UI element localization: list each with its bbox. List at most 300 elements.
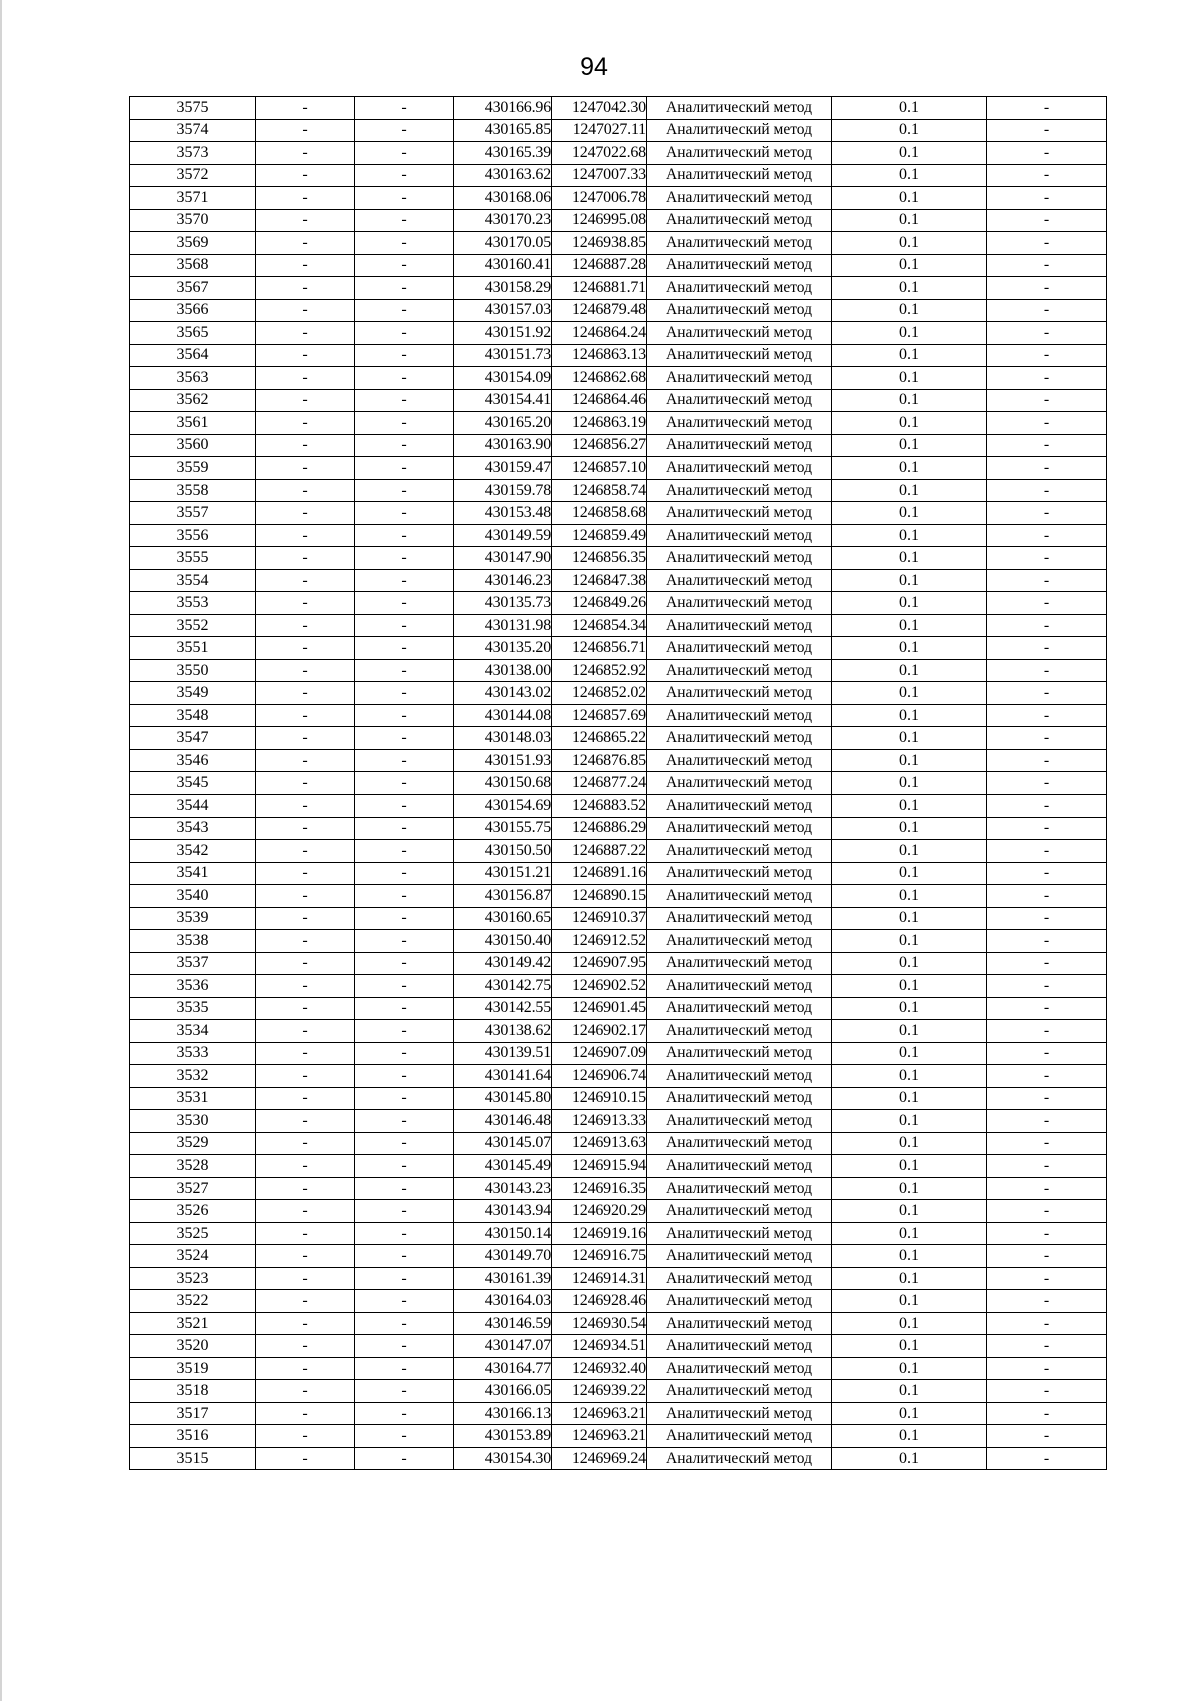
accuracy-cell: 0.1 <box>832 637 987 660</box>
point-number-cell: 3529 <box>130 1132 256 1155</box>
dash-cell: - <box>256 1042 355 1065</box>
accuracy-cell: 0.1 <box>832 1177 987 1200</box>
y-coordinate-cell: 1246876.85 <box>552 749 647 772</box>
dash-cell: - <box>355 997 454 1020</box>
dash-cell: - <box>987 817 1107 840</box>
x-coordinate-cell: 430151.21 <box>454 862 552 885</box>
point-number-cell: 3543 <box>130 817 256 840</box>
x-coordinate-cell: 430139.51 <box>454 1042 552 1065</box>
dash-cell: - <box>256 209 355 232</box>
point-number-cell: 3533 <box>130 1042 256 1065</box>
dash-cell: - <box>987 907 1107 930</box>
x-coordinate-cell: 430165.85 <box>454 119 552 142</box>
dash-cell: - <box>987 704 1107 727</box>
point-number-cell: 3572 <box>130 164 256 187</box>
y-coordinate-cell: 1246865.22 <box>552 727 647 750</box>
table-row <box>130 592 1107 615</box>
dash-cell: - <box>355 659 454 682</box>
dash-cell: - <box>987 862 1107 885</box>
x-coordinate-cell: 430161.39 <box>454 1267 552 1290</box>
x-coordinate-cell: 430149.42 <box>454 952 552 975</box>
y-coordinate-cell: 1246995.08 <box>552 209 647 232</box>
accuracy-cell: 0.1 <box>832 97 987 120</box>
method-cell: Аналитический метод <box>647 930 832 953</box>
dash-cell: - <box>256 367 355 390</box>
point-number-cell: 3544 <box>130 794 256 817</box>
dash-cell: - <box>355 569 454 592</box>
y-coordinate-cell: 1246915.94 <box>552 1155 647 1178</box>
method-cell: Аналитический метод <box>647 614 832 637</box>
dash-cell: - <box>987 1425 1107 1448</box>
dash-cell: - <box>256 232 355 255</box>
dash-cell: - <box>355 232 454 255</box>
dash-cell: - <box>256 794 355 817</box>
accuracy-cell: 0.1 <box>832 930 987 953</box>
dash-cell: - <box>987 367 1107 390</box>
dash-cell: - <box>256 457 355 480</box>
point-number-cell: 3545 <box>130 772 256 795</box>
dash-cell: - <box>987 299 1107 322</box>
point-number-cell: 3534 <box>130 1020 256 1043</box>
y-coordinate-cell: 1246858.68 <box>552 502 647 525</box>
method-cell: Аналитический метод <box>647 840 832 863</box>
dash-cell: - <box>256 97 355 120</box>
method-cell: Аналитический метод <box>647 1335 832 1358</box>
x-coordinate-cell: 430154.41 <box>454 389 552 412</box>
dash-cell: - <box>355 1312 454 1335</box>
table-row <box>130 1267 1107 1290</box>
dash-cell: - <box>355 1290 454 1313</box>
accuracy-cell: 0.1 <box>832 502 987 525</box>
x-coordinate-cell: 430146.59 <box>454 1312 552 1335</box>
dash-cell: - <box>256 1335 355 1358</box>
dash-cell: - <box>256 187 355 210</box>
accuracy-cell: 0.1 <box>832 1380 987 1403</box>
accuracy-cell: 0.1 <box>832 1402 987 1425</box>
method-cell: Аналитический метод <box>647 457 832 480</box>
dash-cell: - <box>256 524 355 547</box>
x-coordinate-cell: 430150.40 <box>454 930 552 953</box>
dash-cell: - <box>256 682 355 705</box>
dash-cell: - <box>987 1402 1107 1425</box>
dash-cell: - <box>355 1110 454 1133</box>
dash-cell: - <box>355 142 454 165</box>
accuracy-cell: 0.1 <box>832 344 987 367</box>
dash-cell: - <box>355 592 454 615</box>
y-coordinate-cell: 1246913.33 <box>552 1110 647 1133</box>
method-cell: Аналитический метод <box>647 389 832 412</box>
y-coordinate-cell: 1247022.68 <box>552 142 647 165</box>
table-row <box>130 1155 1107 1178</box>
dash-cell: - <box>355 1245 454 1268</box>
x-coordinate-cell: 430164.03 <box>454 1290 552 1313</box>
point-number-cell: 3556 <box>130 524 256 547</box>
y-coordinate-cell: 1246916.75 <box>552 1245 647 1268</box>
accuracy-cell: 0.1 <box>832 1357 987 1380</box>
table-row <box>130 1177 1107 1200</box>
dash-cell: - <box>355 209 454 232</box>
method-cell: Аналитический метод <box>647 1042 832 1065</box>
x-coordinate-cell: 430143.23 <box>454 1177 552 1200</box>
table-row <box>130 975 1107 998</box>
accuracy-cell: 0.1 <box>832 885 987 908</box>
dash-cell: - <box>355 1132 454 1155</box>
dash-cell: - <box>256 772 355 795</box>
point-number-cell: 3537 <box>130 952 256 975</box>
method-cell: Аналитический метод <box>647 1200 832 1223</box>
dash-cell: - <box>987 389 1107 412</box>
dash-cell: - <box>355 772 454 795</box>
x-coordinate-cell: 430170.05 <box>454 232 552 255</box>
dash-cell: - <box>256 1425 355 1448</box>
dash-cell: - <box>987 1020 1107 1043</box>
method-cell: Аналитический метод <box>647 412 832 435</box>
accuracy-cell: 0.1 <box>832 1222 987 1245</box>
dash-cell: - <box>355 840 454 863</box>
x-coordinate-cell: 430170.23 <box>454 209 552 232</box>
point-number-cell: 3547 <box>130 727 256 750</box>
method-cell: Аналитический метод <box>647 547 832 570</box>
method-cell: Аналитический метод <box>647 1447 832 1470</box>
x-coordinate-cell: 430151.93 <box>454 749 552 772</box>
dash-cell: - <box>987 164 1107 187</box>
point-number-cell: 3536 <box>130 975 256 998</box>
x-coordinate-cell: 430163.90 <box>454 434 552 457</box>
table-row <box>130 187 1107 210</box>
point-number-cell: 3531 <box>130 1087 256 1110</box>
y-coordinate-cell: 1246887.28 <box>552 254 647 277</box>
dash-cell: - <box>355 1065 454 1088</box>
dash-cell: - <box>256 322 355 345</box>
point-number-cell: 3560 <box>130 434 256 457</box>
point-number-cell: 3524 <box>130 1245 256 1268</box>
dash-cell: - <box>355 1177 454 1200</box>
y-coordinate-cell: 1246847.38 <box>552 569 647 592</box>
method-cell: Аналитический метод <box>647 1020 832 1043</box>
accuracy-cell: 0.1 <box>832 817 987 840</box>
dash-cell: - <box>355 749 454 772</box>
dash-cell: - <box>987 1357 1107 1380</box>
x-coordinate-cell: 430155.75 <box>454 817 552 840</box>
table-row <box>130 479 1107 502</box>
method-cell: Аналитический метод <box>647 975 832 998</box>
x-coordinate-cell: 430138.62 <box>454 1020 552 1043</box>
method-cell: Аналитический метод <box>647 1290 832 1313</box>
dash-cell: - <box>256 1290 355 1313</box>
dash-cell: - <box>256 1155 355 1178</box>
dash-cell: - <box>987 727 1107 750</box>
dash-cell: - <box>355 614 454 637</box>
table-row <box>130 1065 1107 1088</box>
dash-cell: - <box>256 434 355 457</box>
dash-cell: - <box>987 1155 1107 1178</box>
dash-cell: - <box>256 299 355 322</box>
dash-cell: - <box>256 1402 355 1425</box>
dash-cell: - <box>256 1110 355 1133</box>
y-coordinate-cell: 1246969.24 <box>552 1447 647 1470</box>
accuracy-cell: 0.1 <box>832 794 987 817</box>
dash-cell: - <box>355 817 454 840</box>
y-coordinate-cell: 1246910.15 <box>552 1087 647 1110</box>
point-number-cell: 3523 <box>130 1267 256 1290</box>
y-coordinate-cell: 1246857.69 <box>552 704 647 727</box>
table-row <box>130 1380 1107 1403</box>
x-coordinate-cell: 430147.07 <box>454 1335 552 1358</box>
dash-cell: - <box>355 457 454 480</box>
method-cell: Аналитический метод <box>647 1177 832 1200</box>
table-row <box>130 1087 1107 1110</box>
dash-cell: - <box>987 209 1107 232</box>
dash-cell: - <box>987 142 1107 165</box>
dash-cell: - <box>355 952 454 975</box>
dash-cell: - <box>987 1177 1107 1200</box>
dash-cell: - <box>256 389 355 412</box>
point-number-cell: 3552 <box>130 614 256 637</box>
point-number-cell: 3574 <box>130 119 256 142</box>
y-coordinate-cell: 1246930.54 <box>552 1312 647 1335</box>
accuracy-cell: 0.1 <box>832 254 987 277</box>
y-coordinate-cell: 1246852.02 <box>552 682 647 705</box>
table-row <box>130 1425 1107 1448</box>
table-row <box>130 389 1107 412</box>
x-coordinate-cell: 430153.48 <box>454 502 552 525</box>
table-row <box>130 885 1107 908</box>
x-coordinate-cell: 430145.07 <box>454 1132 552 1155</box>
accuracy-cell: 0.1 <box>832 1020 987 1043</box>
accuracy-cell: 0.1 <box>832 614 987 637</box>
dash-cell: - <box>256 749 355 772</box>
dash-cell: - <box>987 1200 1107 1223</box>
dash-cell: - <box>355 1020 454 1043</box>
x-coordinate-cell: 430166.05 <box>454 1380 552 1403</box>
table-row <box>130 930 1107 953</box>
accuracy-cell: 0.1 <box>832 1132 987 1155</box>
dash-cell: - <box>987 637 1107 660</box>
x-coordinate-cell: 430165.20 <box>454 412 552 435</box>
method-cell: Аналитический метод <box>647 434 832 457</box>
method-cell: Аналитический метод <box>647 952 832 975</box>
accuracy-cell: 0.1 <box>832 1200 987 1223</box>
y-coordinate-cell: 1246938.85 <box>552 232 647 255</box>
y-coordinate-cell: 1246856.71 <box>552 637 647 660</box>
table-row <box>130 794 1107 817</box>
dash-cell: - <box>355 1357 454 1380</box>
y-coordinate-cell: 1247007.33 <box>552 164 647 187</box>
method-cell: Аналитический метод <box>647 1222 832 1245</box>
dash-cell: - <box>355 119 454 142</box>
dash-cell: - <box>987 1447 1107 1470</box>
dash-cell: - <box>987 187 1107 210</box>
dash-cell: - <box>987 479 1107 502</box>
accuracy-cell: 0.1 <box>832 457 987 480</box>
method-cell: Аналитический метод <box>647 659 832 682</box>
y-coordinate-cell: 1246859.49 <box>552 524 647 547</box>
x-coordinate-cell: 430131.98 <box>454 614 552 637</box>
accuracy-cell: 0.1 <box>832 1110 987 1133</box>
table-row <box>130 637 1107 660</box>
dash-cell: - <box>987 840 1107 863</box>
point-number-cell: 3532 <box>130 1065 256 1088</box>
accuracy-cell: 0.1 <box>832 1425 987 1448</box>
table-row <box>130 682 1107 705</box>
table-row <box>130 502 1107 525</box>
y-coordinate-cell: 1246858.74 <box>552 479 647 502</box>
dash-cell: - <box>987 1087 1107 1110</box>
method-cell: Аналитический метод <box>647 254 832 277</box>
dash-cell: - <box>256 1087 355 1110</box>
x-coordinate-cell: 430147.90 <box>454 547 552 570</box>
accuracy-cell: 0.1 <box>832 299 987 322</box>
dash-cell: - <box>355 637 454 660</box>
x-coordinate-cell: 430145.49 <box>454 1155 552 1178</box>
x-coordinate-cell: 430151.73 <box>454 344 552 367</box>
table-row <box>130 254 1107 277</box>
point-number-cell: 3516 <box>130 1425 256 1448</box>
dash-cell: - <box>256 727 355 750</box>
method-cell: Аналитический метод <box>647 885 832 908</box>
dash-cell: - <box>987 794 1107 817</box>
y-coordinate-cell: 1246864.24 <box>552 322 647 345</box>
method-cell: Аналитический метод <box>647 1155 832 1178</box>
x-coordinate-cell: 430135.73 <box>454 592 552 615</box>
dash-cell: - <box>256 862 355 885</box>
x-coordinate-cell: 430150.68 <box>454 772 552 795</box>
dash-cell: - <box>987 1380 1107 1403</box>
accuracy-cell: 0.1 <box>832 907 987 930</box>
method-cell: Аналитический метод <box>647 794 832 817</box>
x-coordinate-cell: 430168.06 <box>454 187 552 210</box>
x-coordinate-cell: 430166.96 <box>454 97 552 120</box>
accuracy-cell: 0.1 <box>832 727 987 750</box>
x-coordinate-cell: 430159.78 <box>454 479 552 502</box>
x-coordinate-cell: 430148.03 <box>454 727 552 750</box>
y-coordinate-cell: 1246963.21 <box>552 1402 647 1425</box>
y-coordinate-cell: 1247006.78 <box>552 187 647 210</box>
method-cell: Аналитический метод <box>647 97 832 120</box>
table-row <box>130 232 1107 255</box>
method-cell: Аналитический метод <box>647 1402 832 1425</box>
table-row <box>130 457 1107 480</box>
dash-cell: - <box>256 344 355 367</box>
point-number-cell: 3530 <box>130 1110 256 1133</box>
accuracy-cell: 0.1 <box>832 209 987 232</box>
dash-cell: - <box>256 1177 355 1200</box>
dash-cell: - <box>256 412 355 435</box>
y-coordinate-cell: 1246928.46 <box>552 1290 647 1313</box>
dash-cell: - <box>256 1020 355 1043</box>
y-coordinate-cell: 1246886.29 <box>552 817 647 840</box>
y-coordinate-cell: 1246891.16 <box>552 862 647 885</box>
dash-cell: - <box>987 930 1107 953</box>
y-coordinate-cell: 1246920.29 <box>552 1200 647 1223</box>
dash-cell: - <box>256 1312 355 1335</box>
table-row <box>130 524 1107 547</box>
point-number-cell: 3569 <box>130 232 256 255</box>
method-cell: Аналитический метод <box>647 1132 832 1155</box>
y-coordinate-cell: 1246939.22 <box>552 1380 647 1403</box>
dash-cell: - <box>355 1042 454 1065</box>
dash-cell: - <box>987 412 1107 435</box>
dash-cell: - <box>256 1132 355 1155</box>
method-cell: Аналитический метод <box>647 704 832 727</box>
dash-cell: - <box>987 1312 1107 1335</box>
point-number-cell: 3568 <box>130 254 256 277</box>
x-coordinate-cell: 430146.23 <box>454 569 552 592</box>
accuracy-cell: 0.1 <box>832 659 987 682</box>
dash-cell: - <box>256 277 355 300</box>
x-coordinate-cell: 430138.00 <box>454 659 552 682</box>
point-number-cell: 3561 <box>130 412 256 435</box>
dash-cell: - <box>987 97 1107 120</box>
method-cell: Аналитический метод <box>647 232 832 255</box>
table-row <box>130 142 1107 165</box>
accuracy-cell: 0.1 <box>832 1290 987 1313</box>
x-coordinate-cell: 430154.30 <box>454 1447 552 1470</box>
y-coordinate-cell: 1246852.92 <box>552 659 647 682</box>
x-coordinate-cell: 430150.14 <box>454 1222 552 1245</box>
dash-cell: - <box>355 727 454 750</box>
point-number-cell: 3567 <box>130 277 256 300</box>
point-number-cell: 3526 <box>130 1200 256 1223</box>
y-coordinate-cell: 1246856.27 <box>552 434 647 457</box>
y-coordinate-cell: 1246902.17 <box>552 1020 647 1043</box>
point-number-cell: 3518 <box>130 1380 256 1403</box>
dash-cell: - <box>256 254 355 277</box>
table-row <box>130 547 1107 570</box>
accuracy-cell: 0.1 <box>832 569 987 592</box>
method-cell: Аналитический метод <box>647 1245 832 1268</box>
table-row <box>130 840 1107 863</box>
method-cell: Аналитический метод <box>647 637 832 660</box>
x-coordinate-cell: 430160.41 <box>454 254 552 277</box>
accuracy-cell: 0.1 <box>832 479 987 502</box>
y-coordinate-cell: 1246881.71 <box>552 277 647 300</box>
table-row <box>130 1402 1107 1425</box>
dash-cell: - <box>987 1335 1107 1358</box>
page-left-edge <box>0 0 2 1701</box>
dash-cell: - <box>355 975 454 998</box>
x-coordinate-cell: 430149.70 <box>454 1245 552 1268</box>
y-coordinate-cell: 1247027.11 <box>552 119 647 142</box>
dash-cell: - <box>355 367 454 390</box>
accuracy-cell: 0.1 <box>832 749 987 772</box>
accuracy-cell: 0.1 <box>832 434 987 457</box>
method-cell: Аналитический метод <box>647 1425 832 1448</box>
method-cell: Аналитический метод <box>647 299 832 322</box>
table-row <box>130 1042 1107 1065</box>
point-number-cell: 3527 <box>130 1177 256 1200</box>
point-number-cell: 3549 <box>130 682 256 705</box>
y-coordinate-cell: 1246901.45 <box>552 997 647 1020</box>
y-coordinate-cell: 1246932.40 <box>552 1357 647 1380</box>
table-row <box>130 209 1107 232</box>
point-number-cell: 3566 <box>130 299 256 322</box>
point-number-cell: 3571 <box>130 187 256 210</box>
accuracy-cell: 0.1 <box>832 1447 987 1470</box>
dash-cell: - <box>355 1402 454 1425</box>
accuracy-cell: 0.1 <box>832 164 987 187</box>
dash-cell: - <box>987 502 1107 525</box>
x-coordinate-cell: 430142.55 <box>454 997 552 1020</box>
dash-cell: - <box>355 502 454 525</box>
table-row <box>130 277 1107 300</box>
accuracy-cell: 0.1 <box>832 412 987 435</box>
dash-cell: - <box>355 97 454 120</box>
y-coordinate-cell: 1246914.31 <box>552 1267 647 1290</box>
dash-cell: - <box>355 1447 454 1470</box>
accuracy-cell: 0.1 <box>832 1335 987 1358</box>
dash-cell: - <box>987 434 1107 457</box>
